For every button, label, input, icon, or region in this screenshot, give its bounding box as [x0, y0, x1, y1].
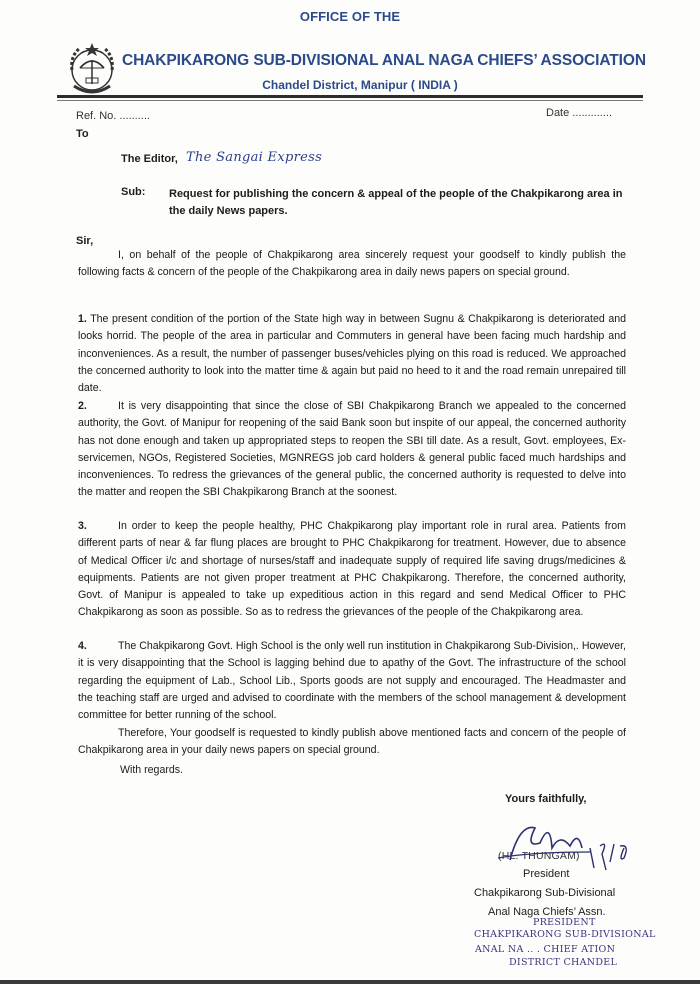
point-1 [78, 311, 626, 397]
stamp-line: PRESIDENT [533, 917, 596, 928]
scan-bottom-edge [0, 980, 700, 984]
point-text: It is very disappointing that since the close of SBI Chakpikarong Branch we appealed to the concerned authority, the Govt. of Manipur for reopening of the said Bank soon but inspite of our appeal, the concerned authority has not done enough and taken up appropriated steps to reopen the SBI till date. As a result, Govt. employees, Ex-servicemen, NGOs, Registered Societies, MGNREGS job card holders & general public faced much hardships and inconveniences. To redress the grievances of the general public, the concerned authority is requested to delve into the matter and reopen the SBI Chakpikarong Branch at the soonest. [78, 400, 626, 499]
point-text: The Chakpikarong Govt. High School is the only well run institution in Chakpikarong Sub-Division,. However, it is very disappointing that the School is lagging behind due to apathy of the Govt. The infrastructure of the school regarding the equipment of Lab., School Lib., Sports goods are not supply and encouraged. The Headmaster and the teaching staff are urged and advised to coordinate with the members of the school management & development committee for better running of the school. [78, 640, 626, 722]
point-number: 3. [78, 520, 87, 532]
point-number: 4. [78, 640, 87, 652]
reference-number: Ref. No. .......... [76, 110, 150, 122]
salutation: Sir, [76, 235, 94, 247]
point-number: 1. [78, 313, 87, 325]
signatory-title: President [523, 868, 570, 880]
letterhead-divider-thin [57, 100, 643, 101]
regards-line: With regards. [120, 764, 183, 776]
letterhead-district-line: Chandel District, Manipur ( INDIA ) [262, 78, 458, 92]
subject-label: Sub: [121, 186, 146, 198]
subject-text: Request for publishing the concern & appeal of the people of the Chakpikarong area in the daily News papers. [169, 188, 623, 217]
point-text: In order to keep the people healthy, PHC Chakpikarong play important role in rural area. Patients from different parts of near & far flung places are brought to PHC Chakpikarong for treatment. However, due to absence of Medical Officer i/c and shortage of nurses/staff and inadequate supply of required life saving drugs/medicines & equipments. Patients are not given proper treatment at PHC Chakpikarong. Therefore, the concerned authority, Govt. of Manipur is appealed to take up expeditious action in this regard and send Medical Officer to PHC Chakpikarong as soon as possible. So as to redress the grievances of the people of the Chakpikarong area. [78, 520, 626, 619]
point-2 [78, 398, 626, 502]
stamp-line: CHAKPIKARONG SUB-DIVISIONAL [474, 929, 656, 940]
signatory-org-line1: Chakpikarong Sub-Divisional [474, 887, 616, 899]
letterhead-office-line: OFFICE OF THE [299, 9, 401, 24]
point-4 [78, 638, 626, 724]
point-3 [78, 518, 626, 622]
letterhead-divider [57, 95, 643, 98]
closing-paragraph: Therefore, Your goodself is requested to kindly publish above mentioned facts and concern of the people of Chakpikarong area in your daily news papers on special ground. [78, 727, 626, 757]
to-label: To [76, 128, 89, 140]
point-text: The present condition of the portion of the State high way in between Sugnu & Chakpikarong is deteriorated and looks horrid. The people of the area in particular and Commuters in general have been facing much hardship and inconveniences. As a result, the number of passenger buses/vehicles plying on this road is reduced. We approached the concerned authority to look into the matter time & again but paid no heed to it and the road remain unrepaired till date. [78, 313, 626, 395]
signatory-org-line2: Anal Naga Chiefs’ Assn. [488, 906, 606, 918]
date-field: Date ............. [546, 107, 613, 119]
point-number: 2. [78, 400, 87, 412]
stamp-line: DISTRICT CHANDEL [509, 957, 618, 968]
letterhead-association-name: CHAKPIKARONG SUB-DIVISIONAL ANAL NAGA CHIEFS’ ASSOCIATION [122, 52, 646, 69]
stamp-line: ANAL NA .. . CHIEF ATION [475, 944, 616, 955]
intro-paragraph: I, on behalf of the people of Chakpikarong area sincerely request your goodself to kindly publish the following facts & concern of the people of the Chakpikarong area in daily news papers on special ground. [78, 249, 626, 279]
addressee-handwritten: The Sangai Express [186, 150, 323, 165]
yours-faithfully: Yours faithfully, [505, 793, 587, 805]
addressee-label: The Editor, [121, 153, 178, 165]
signatory-name: (HL. THUNGAM) [498, 850, 580, 862]
